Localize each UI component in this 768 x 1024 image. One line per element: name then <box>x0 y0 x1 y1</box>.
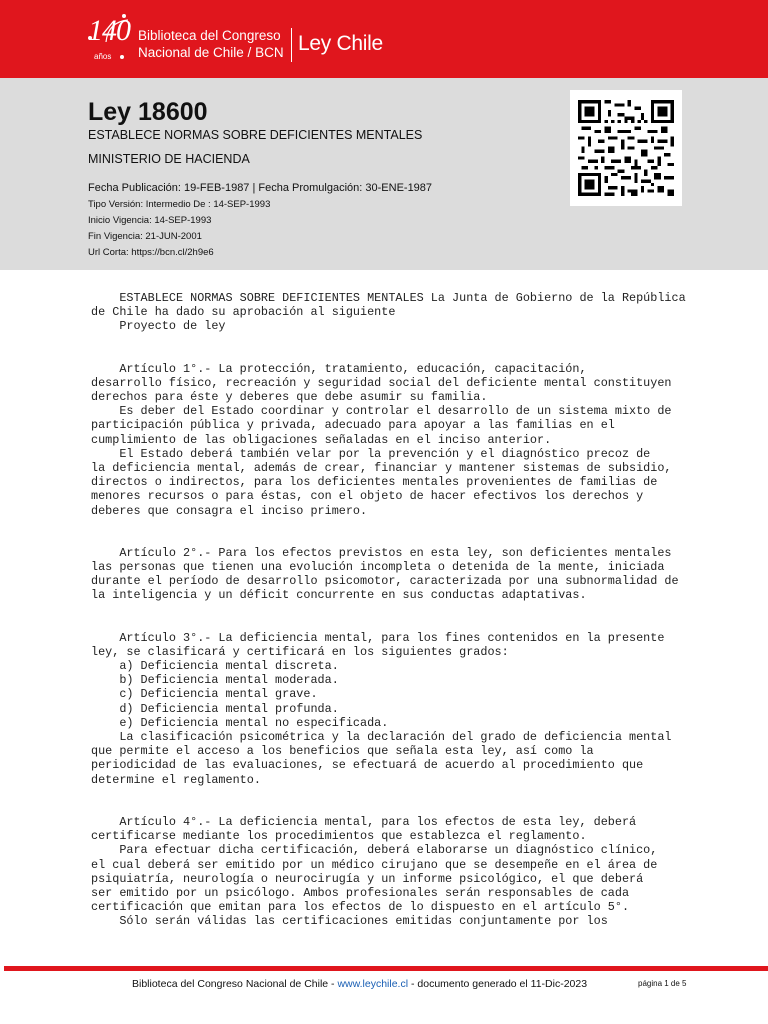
text-line: ley, se clasificará y certificará en los siguientes grados: <box>91 644 509 659</box>
page-number: página 1 de 5 <box>638 979 687 988</box>
text-line: el cual deberá ser emitido por un médico cirujano que se desempeñe en el área de <box>91 857 658 872</box>
logo-divider <box>291 28 292 62</box>
version-type: Tipo Versión: Intermedio De : 14-SEP-1993 <box>88 199 271 210</box>
text-line: Artículo 4°.- La deficiencia mental, para los efectos de esta ley, deberá <box>91 814 637 829</box>
text-line: la inteligencia y un déficit concurrente en sus conductas adaptativas. <box>91 588 587 603</box>
text-line: a) Deficiencia mental discreta. <box>91 659 339 674</box>
bcn-logo[interactable] <box>88 14 408 66</box>
footer-credit <box>132 978 587 990</box>
text-line: deberes que consagra el inciso primero. <box>91 503 368 518</box>
publication-dates: Fecha Publicación: 19-FEB-1987 | Fecha Promulgación: 30-ENE-1987 <box>88 182 433 194</box>
text-line: las personas que tienen una evolución incompleta o detenida de la mente, iniciada <box>91 560 665 575</box>
org-name-line2: Nacional de Chile / BCN <box>138 45 284 60</box>
text-line: e) Deficiencia mental no especificada. <box>91 715 389 730</box>
text-line: Para efectuar dicha certificación, deberá elaborarse un diagnóstico clínico, <box>91 843 658 858</box>
text-line: certificación que emitan para los efectos de lo dispuesto en el artículo 5°. <box>91 900 630 915</box>
text-line: b) Deficiencia mental moderada. <box>91 673 339 688</box>
logo-years: años <box>94 52 112 61</box>
footer-divider <box>4 966 768 971</box>
text-line: participación pública y privada, adecuado para apoyar a las familias en el <box>91 418 615 433</box>
text-line: Proyecto de ley <box>91 319 226 334</box>
law-header <box>0 78 768 270</box>
text-line: desarrollo físico, recreación y seguridad social del deficiente mental constituyen <box>91 375 672 390</box>
qr-code <box>570 90 682 206</box>
ley-chile-brand: Ley Chile <box>298 32 383 55</box>
text-line: ser emitido por un psicólogo. Ambos profesionales serán responsables de cada <box>91 885 630 900</box>
article-1 <box>91 362 731 518</box>
qr-code-icon <box>578 100 674 196</box>
text-line: que permite el acceso a los beneficios que señala esta ley, así como la <box>91 744 594 759</box>
short-url[interactable]: Url Corta: https://bcn.cl/2h9e6 <box>88 247 214 258</box>
text-line: certificarse mediante los procedimientos que establezca el reglamento. <box>91 829 587 844</box>
text-line: c) Deficiencia mental grave. <box>91 687 318 702</box>
leychile-link[interactable]: www.leychile.cl <box>337 978 409 990</box>
law-body <box>91 291 731 929</box>
text-line: determine el reglamento. <box>91 772 261 787</box>
org-name-line1: Biblioteca del Congreso <box>138 28 281 43</box>
top-banner <box>0 0 768 78</box>
text-line: la deficiencia mental, además de crear, financiar y mantener sistemas de subsidio, <box>91 461 672 476</box>
text-line: periodicidad de las evaluaciones, se efectuará de acuerdo al procedimiento que <box>91 758 644 773</box>
text-line: d) Deficiencia mental profunda. <box>91 701 339 716</box>
footer-generated: - documento generado el 11-Dic-2023 <box>408 978 588 990</box>
text-line: cumplimiento de las obligaciones señaladas en el inciso anterior. <box>91 432 552 447</box>
text-line: psiquiatría, neurología o neurocirugía y un informe psicológico, el que deberá <box>91 871 644 886</box>
text-line: directos o indirectos, para los deficientes mentales provenientes de familias de <box>91 475 658 490</box>
text-line: de Chile ha dado su aprobación al siguiente <box>91 305 396 320</box>
law-ministry: MINISTERIO DE HACIENDA <box>88 152 250 166</box>
text-line: Artículo 3°.- La deficiencia mental, para los fines contenidos en la presente <box>91 630 665 645</box>
footer-prefix: Biblioteca del Congreso Nacional de Chile - <box>132 978 338 990</box>
text-line: menores recursos o para éstas, con el objeto de hacer efectivos los derechos y <box>91 489 644 504</box>
logo-number: 140 <box>88 14 130 47</box>
text-line: Es deber del Estado coordinar y controlar el desarrollo de un sistema mixto de <box>91 404 672 419</box>
text-line: Artículo 2°.- Para los efectos previstos en esta ley, son deficientes mentales <box>91 545 672 560</box>
article-2 <box>91 546 731 603</box>
article-3 <box>91 631 731 787</box>
text-line: durante el período de desarrollo psicomotor, caracterizada por una subnormalidad de <box>91 574 679 589</box>
law-title: Ley 18600 <box>88 98 208 126</box>
text-line: La clasificación psicométrica y la declaración del grado de deficiencia mental <box>91 730 672 745</box>
end-validity: Fin Vigencia: 21-JUN-2001 <box>88 231 202 242</box>
text-line: ESTABLECE NORMAS SOBRE DEFICIENTES MENTALES La Junta de Gobierno de la República <box>91 291 686 305</box>
intro-section <box>91 291 731 334</box>
text-line: El Estado deberá también velar por la prevención y el diagnóstico precoz de <box>91 446 651 461</box>
text-line: Sólo serán válidas las certificaciones emitidas conjuntamente por los <box>91 914 608 929</box>
text-line: Artículo 1°.- La protección, tratamiento, educación, capacitación, <box>91 361 587 376</box>
logo-dot-icon <box>120 55 124 59</box>
start-validity: Inicio Vigencia: 14-SEP-1993 <box>88 215 212 226</box>
law-subtitle: ESTABLECE NORMAS SOBRE DEFICIENTES MENTALES <box>88 128 423 142</box>
text-line: derechos para éste y deberes que debe asumir su familia. <box>91 390 488 405</box>
article-4 <box>91 815 731 929</box>
